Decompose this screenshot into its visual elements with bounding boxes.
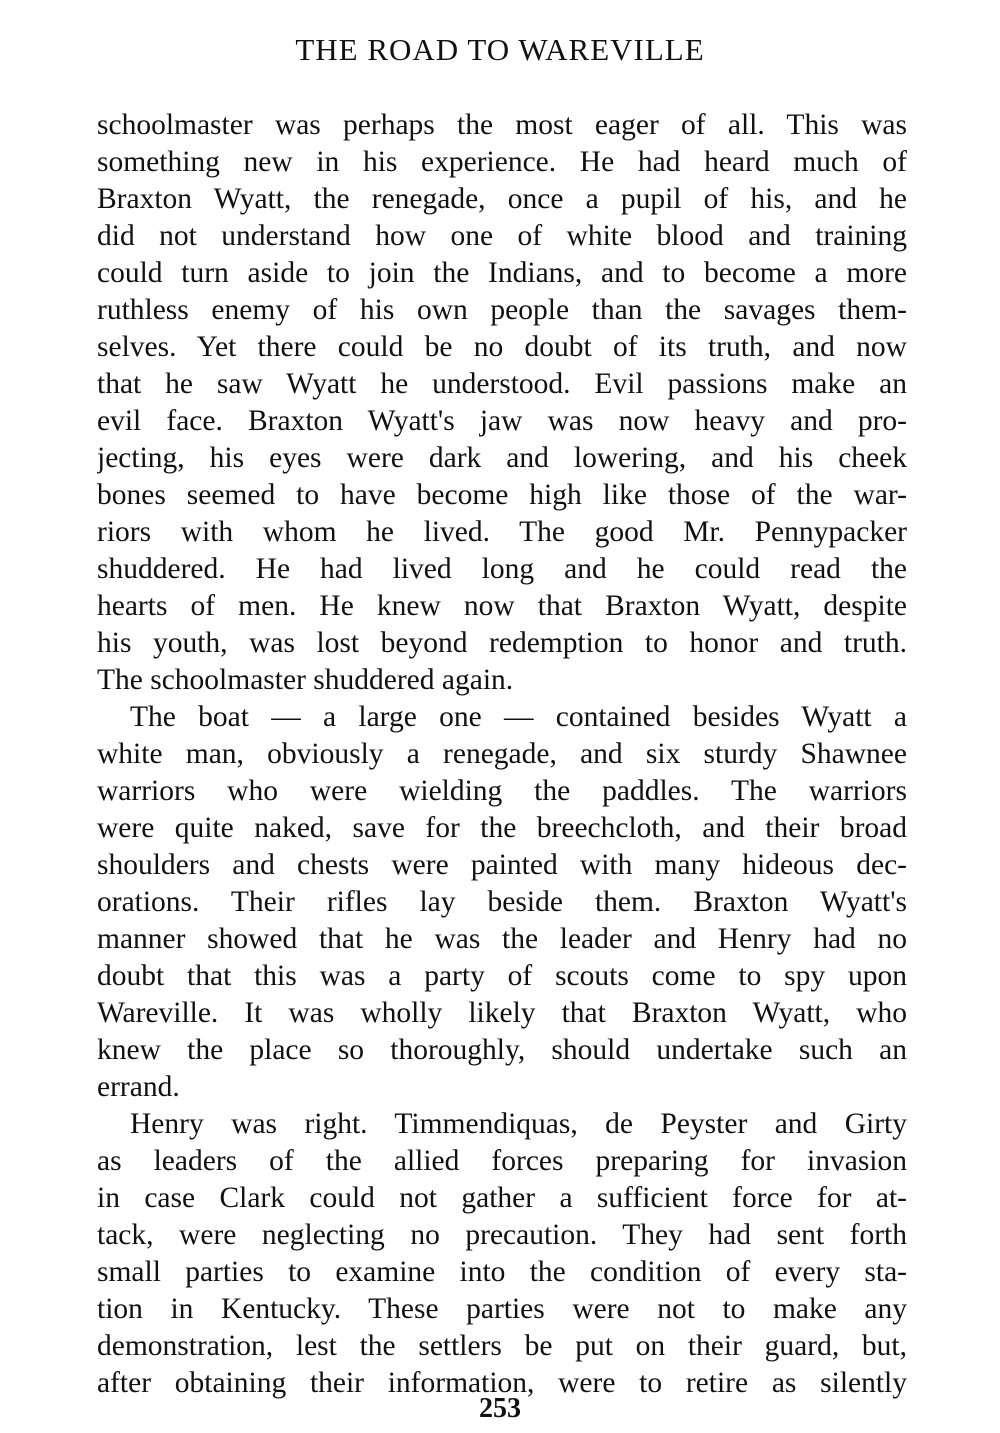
text-line: after obtaining their information, were to retire as silently [97,1367,907,1399]
text-line: small parties to examine into the condition of every sta- [97,1256,907,1288]
paragraph [97,107,907,699]
text-line: doubt that this was a party of scouts come to spy upon [97,960,907,992]
text-line: knew the place so thoroughly, should undertake such an [97,1034,907,1066]
text-line: as leaders of the allied forces preparing for invasion [97,1145,907,1177]
text-line: ruthless enemy of his own people than the savages them- [97,294,907,326]
text-line: did not understand how one of white blood and training [97,220,907,252]
text-line: were quite naked, save for the breechcloth, and their broad [97,812,907,844]
text-line: manner showed that he was the leader and Henry had no [97,923,907,955]
running-head: THE ROAD TO WAREVILLE [295,32,705,67]
text-line: schoolmaster was perhaps the most eager of all. This was [97,109,907,141]
page-number: 253 [479,1393,521,1424]
text-line: Wareville. It was wholly likely that Braxton Wyatt, who [97,997,907,1029]
text-line: shuddered. He had lived long and he could read the [97,553,907,585]
text-line: demonstration, lest the settlers be put on their guard, but, [97,1330,907,1362]
text-line: bones seemed to have become high like those of the war- [97,479,907,511]
text-line: white man, obviously a renegade, and six sturdy Shawnee [97,738,907,770]
text-line: jecting, his eyes were dark and lowering, and his cheek [97,442,907,474]
text-line: warriors who were wielding the paddles. The warriors [97,775,907,807]
text-line: selves. Yet there could be no doubt of its truth, and now [97,331,907,363]
paragraph [97,699,907,1106]
text-line: shoulders and chests were painted with many hideous dec- [97,849,907,881]
text-line: tack, were neglecting no precaution. They had sent forth [97,1219,907,1251]
text-line: evil face. Braxton Wyatt's jaw was now heavy and pro- [97,405,907,437]
text-line: orations. Their rifles lay beside them. Braxton Wyatt's [97,886,907,918]
paragraph [97,1106,907,1402]
text-line: his youth, was lost beyond redemption to honor and truth. [97,627,907,659]
text-line: something new in his experience. He had heard much of [97,146,907,178]
text-line: Braxton Wyatt, the renegade, once a pupil of his, and he [97,183,907,215]
text-line: could turn aside to join the Indians, and to become a more [97,257,907,289]
text-line: The boat — a large one — contained besides Wyatt a [130,701,907,733]
text-line: hearts of men. He knew now that Braxton Wyatt, despite [97,590,907,622]
text-line: The schoolmaster shuddered again. [97,664,514,696]
text-line: in case Clark could not gather a sufficient force for at- [97,1182,907,1214]
text-line: errand. [97,1071,180,1103]
text-line: riors with whom he lived. The good Mr. Pennypacker [97,516,907,548]
text-line: tion in Kentucky. These parties were not to make any [97,1293,907,1325]
text-line: Henry was right. Timmendiquas, de Peyster and Girty [130,1108,907,1140]
text-line: that he saw Wyatt he understood. Evil passions make an [97,368,907,400]
body-text [97,107,907,1402]
